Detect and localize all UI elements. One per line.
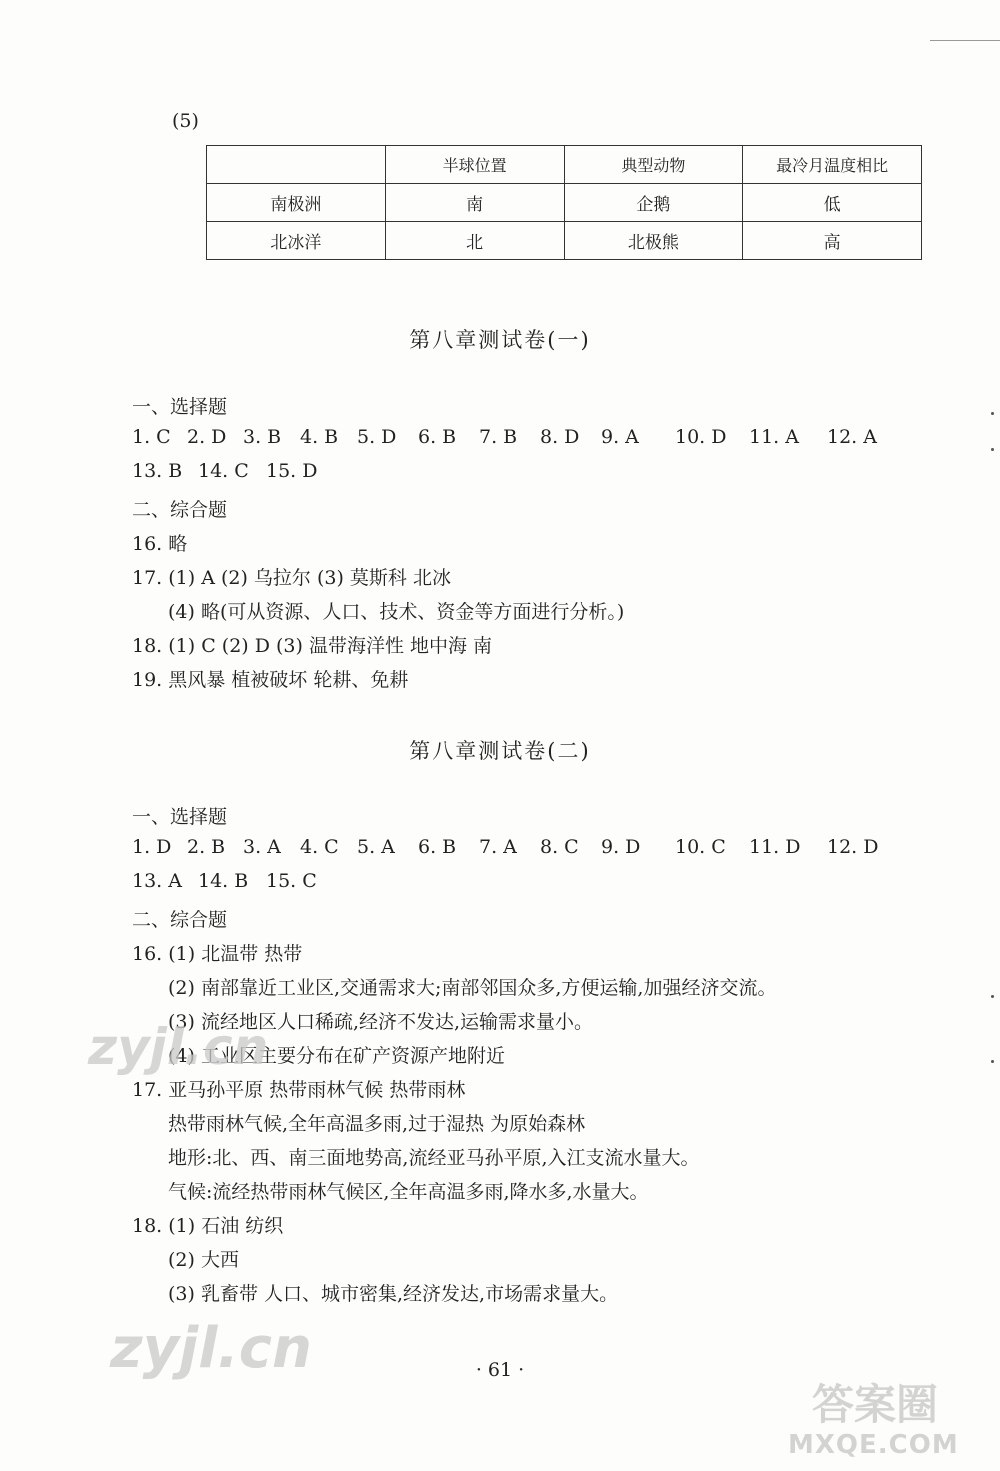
test2-q18-line1: 18. (1) 石油 纺织 [132, 1215, 284, 1237]
zyjl-watermark-bottom: zyjl.cn [110, 1316, 312, 1381]
answer-logo-watermark: 答案圈 [812, 1380, 939, 1429]
table-header-cell: 半球位置 [385, 146, 564, 184]
scan-speck [991, 1060, 994, 1063]
mc-answer: 5. D [357, 426, 397, 448]
comparison-table [206, 145, 922, 260]
mc-answer: 10. C [675, 836, 726, 858]
test2-mc-line2 [132, 870, 336, 892]
mc-answer: 9. A [601, 426, 639, 448]
table-header-cell: 典型动物 [564, 146, 743, 184]
test1-mc-line1 [132, 426, 891, 448]
test1-q17-line1: 17. (1) A (2) 乌拉尔 (3) 莫斯科 北冰 [132, 567, 451, 589]
table-cell: 企鹅 [564, 184, 743, 222]
test2-section2-heading: 二、综合题 [132, 909, 228, 931]
test1-title: 第八章测试卷(一) [409, 328, 591, 352]
test2-q18-line3: (3) 乳畜带 人口、城市密集,经济发达,市场需求量大。 [168, 1283, 619, 1305]
mc-answer: 11. A [749, 426, 799, 448]
mc-answer: 7. B [479, 426, 518, 448]
test2-q18-line2: (2) 大西 [168, 1249, 239, 1271]
test2-mc-line1 [132, 836, 891, 858]
test2-q17-line1: 17. 亚马孙平原 热带雨林气候 热带雨林 [132, 1079, 466, 1101]
mc-answer: 6. B [418, 426, 457, 448]
mc-answer: 8. D [540, 426, 580, 448]
mc-answer: 6. B [418, 836, 457, 858]
table-header-cell [207, 146, 386, 184]
mc-answer: 8. C [540, 836, 579, 858]
table-cell: 南 [385, 184, 564, 222]
table-cell: 北 [385, 222, 564, 260]
test2-q17-line4: 气候:流经热带雨林气候区,全年高温多雨,降水多,水量大。 [168, 1181, 649, 1203]
test2-q16-line1: 16. (1) 北温带 热带 [132, 943, 303, 965]
top-rule [930, 40, 1000, 41]
mc-answer: 2. B [187, 836, 226, 858]
test2-title: 第八章测试卷(二) [409, 739, 591, 763]
mc-answer: 1. D [132, 836, 172, 858]
scan-speck [991, 995, 994, 998]
table-row [207, 222, 922, 260]
table-cell: 南极洲 [207, 184, 386, 222]
scan-speck [991, 448, 994, 451]
test1-section2-heading: 二、综合题 [132, 499, 228, 521]
mc-answer: 9. D [601, 836, 641, 858]
table-header-row [207, 146, 922, 184]
mc-answer: 1. C [132, 426, 171, 448]
test1-mc-line2 [132, 460, 336, 482]
mc-answer: 12. A [827, 426, 877, 448]
page-number: · 61 · [475, 1359, 525, 1381]
mc-answer: 10. D [675, 426, 727, 448]
mc-answer: 15. D [266, 460, 318, 482]
test2-q16-line2: (2) 南部靠近工业区,交通需求大;南部邻国众多,方便运输,加强经济交流。 [168, 977, 777, 999]
mc-answer: 7. A [479, 836, 517, 858]
zyjl-watermark-mid: zyjl.cn [88, 1018, 269, 1076]
mc-answer: 2. D [187, 426, 227, 448]
mc-answer: 15. C [266, 870, 317, 892]
test2-q16-line4: (4) 工业区主要分布在矿产资源产地附近 [168, 1045, 505, 1067]
table-cell: 高 [743, 222, 922, 260]
table-header-cell: 最冷月温度相比 [743, 146, 922, 184]
mc-answer: 3. B [243, 426, 282, 448]
mc-answer: 13. A [132, 870, 182, 892]
mc-answer: 4. B [300, 426, 339, 448]
mc-answer: 12. D [827, 836, 879, 858]
test1-q18: 18. (1) C (2) D (3) 温带海洋性 地中海 南 [132, 635, 493, 657]
table-row [207, 184, 922, 222]
test1-q17-line2: (4) 略(可从资源、人口、技术、资金等方面进行分析。) [168, 601, 625, 623]
test2-q16-line3: (3) 流经地区人口稀疏,经济不发达,运输需求量小。 [168, 1011, 594, 1033]
mc-answer: 14. B [198, 870, 249, 892]
test1-section1-heading: 一、选择题 [132, 396, 228, 418]
table-cell: 北冰洋 [207, 222, 386, 260]
table-cell: 低 [743, 184, 922, 222]
test2-section1-heading: 一、选择题 [132, 806, 228, 828]
part5-label: (5) [172, 110, 199, 132]
mc-answer: 13. B [132, 460, 183, 482]
test1-q16: 16. 略 [132, 533, 188, 555]
scan-speck [991, 412, 994, 415]
table-cell: 北极熊 [564, 222, 743, 260]
test1-q19: 19. 黑风暴 植被破坏 轮耕、免耕 [132, 669, 409, 691]
mc-answer: 11. D [749, 836, 801, 858]
test2-q17-line2: 热带雨林气候,全年高温多雨,过于湿热 为原始森林 [168, 1113, 586, 1135]
mxqe-watermark: MXQE.COM [788, 1430, 959, 1460]
mc-answer: 4. C [300, 836, 339, 858]
mc-answer: 5. A [357, 836, 395, 858]
mc-answer: 3. A [243, 836, 281, 858]
test2-q17-line3: 地形:北、西、南三面地势高,流经亚马孙平原,入江支流水量大。 [168, 1147, 700, 1169]
mc-answer: 14. C [198, 460, 249, 482]
